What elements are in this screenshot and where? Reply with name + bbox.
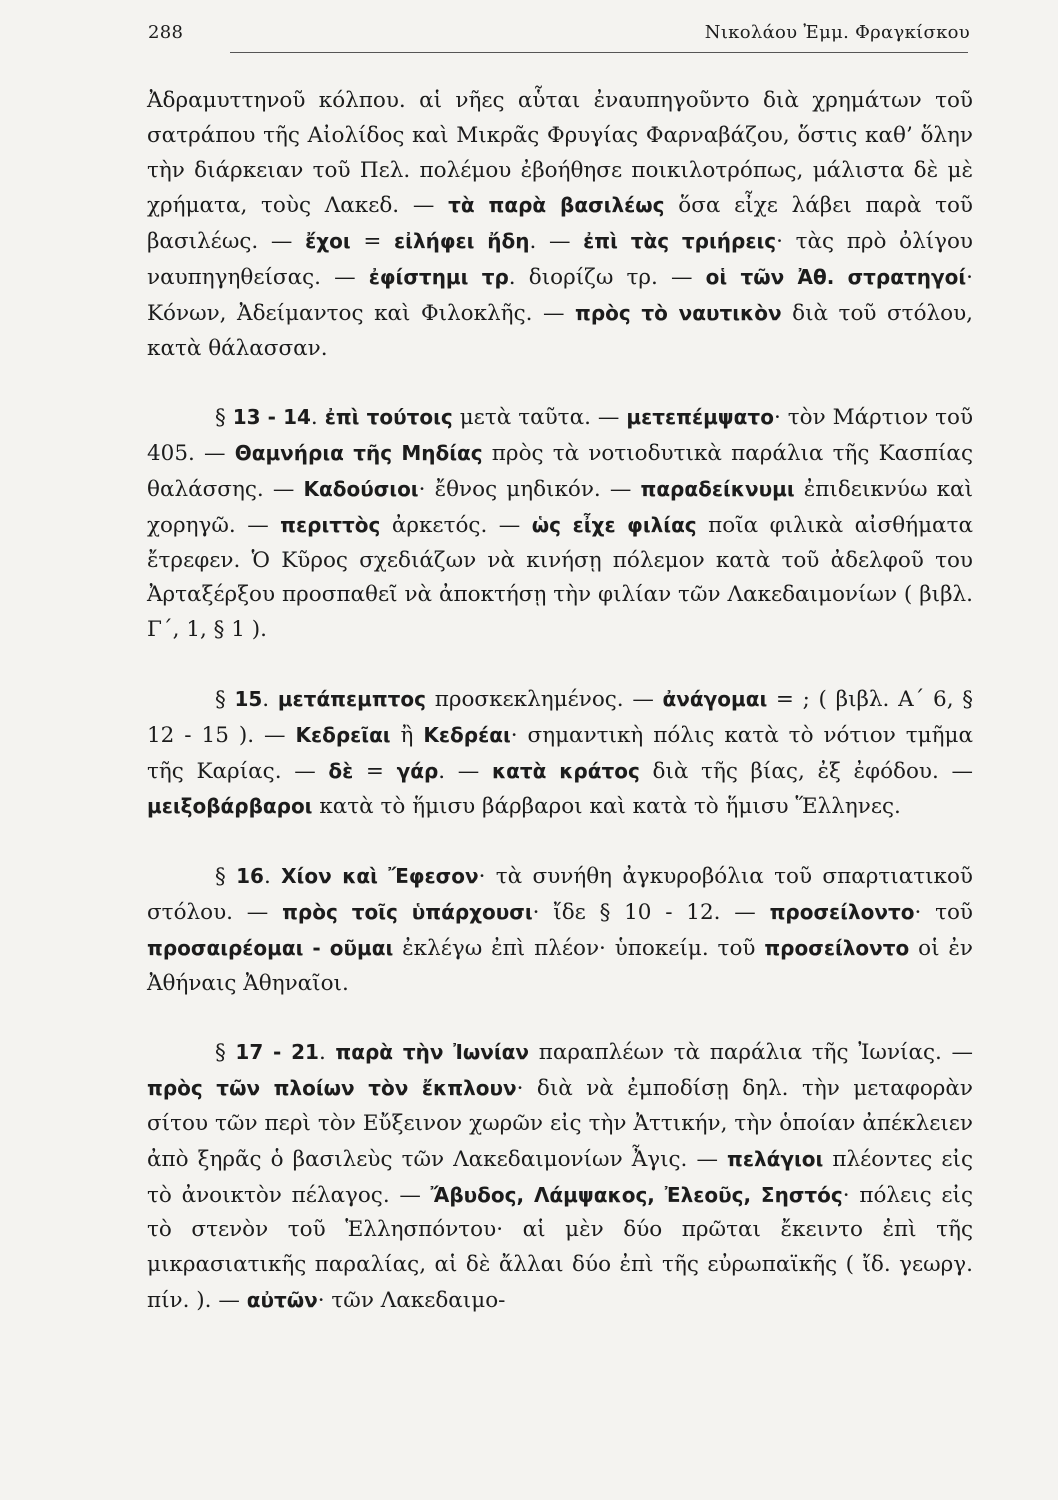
commentary-run: · σημαντικὴ πόλις κατὰ τὸ νότιον τμῆμα τῆς Καρίας. — <box>147 722 974 784</box>
commentary-run: . — <box>438 758 492 784</box>
commentary-run: · τὸν Μάρτιον τοῦ 405. — <box>147 405 974 467</box>
commentary-run: . <box>263 864 282 890</box>
lemma-term: 17 - 21 <box>235 1040 319 1065</box>
lemma-term: κατὰ κράτος <box>491 758 640 783</box>
commentary-run: ἐκλέγω ἐπὶ πλέον· ὑποκείμ. τοῦ <box>393 935 765 961</box>
commentary-run: = ; ( βιβλ. Α΄ 6, § 12 - 15 ). — <box>147 686 973 748</box>
lemma-term: πρὸς τοῖς ὑπάρχουσι <box>282 899 533 924</box>
lemma-term: πρὸς τὸ ναυτικὸν <box>575 300 782 325</box>
commentary-run: προσκεκλημένος. — <box>426 686 663 712</box>
commentary-run: · τοῦ <box>914 899 973 925</box>
lemma-term: ἀνάγομαι <box>662 686 768 711</box>
lemma-term: εἰλήφει ἤδη <box>394 229 530 254</box>
lemma-term: ἔχοι <box>305 229 351 254</box>
lemma-term: μειξοβάρβαροι <box>147 794 313 819</box>
commentary-run: μετὰ ταῦτα. — <box>452 405 627 431</box>
lemma-term: αὐτῶν <box>246 1287 318 1312</box>
commentary-run: · πόλεις εἰς τὸ στενὸν τοῦ Ἑλλησπόντου· αἱ μὲν δύο πρῶται ἔκειντο ἐπὶ τῆς μικρασιατικῆς παραλίας, αἱ δὲ ἄλλαι δύο ἐπὶ τῆς εὐρωπαϊκῆς ( ἴδ. γεωργ. πίν. ). — <box>147 1182 973 1313</box>
paragraph-3 <box>147 682 973 825</box>
commentary-run: οἱ ἐν Ἀθήναις Ἀθηναῖοι. <box>147 935 974 996</box>
commentary-run: · τῶν Λακεδαιμο- <box>317 1287 506 1313</box>
commentary-run: § <box>215 686 235 712</box>
commentary-run: διὰ τοῦ στόλου, κατὰ θάλασσαν. <box>147 300 973 361</box>
commentary-run: Ἀδραμυττηνοῦ κόλπου. αἱ νῆες αὗται ἐναυπηγοῦντο διὰ χρημάτων τοῦ σατράπου τῆς Αἰολίδος καὶ Μικρᾶς Φρυγίας Φαρναβάζου, ὅστις καθ’ ὅλην τὴν διάρκειαν τοῦ Πελ. πολέμου ἐβοήθησε ποικιλοτρόπως, μάλιστα δὲ μὲ χρήματα, τοὺς Λακεδ. — <box>147 88 973 219</box>
commentary-run: · Κόνων, Ἀδείμαντος καὶ Φιλοκλῆς. — <box>147 264 973 326</box>
commentary-run: = <box>353 758 397 784</box>
commentary-run: ὅσα εἶχε λάβει παρὰ τοῦ βασιλέως. — <box>147 193 973 255</box>
lemma-term: μετεπέμψατο <box>626 405 774 430</box>
lemma-term: Κεδρέαι <box>423 722 511 747</box>
lemma-term: προσαιρέομαι - οῦμαι <box>147 935 394 960</box>
paragraph-5 <box>147 1035 973 1318</box>
commentary-run: . — <box>529 229 584 255</box>
commentary-run: § <box>215 405 233 431</box>
commentary-run: . <box>310 405 325 431</box>
commentary-run: ἀρκετός. — <box>380 512 532 538</box>
lemma-term: ἐπὶ τὰς τριήρεις <box>583 229 777 254</box>
commentary-run: § <box>215 864 237 890</box>
lemma-term: περιττὸς <box>280 512 381 537</box>
lemma-term: Καδούσιοι <box>303 476 419 501</box>
lemma-term: προσείλοντο <box>769 899 915 924</box>
lemma-term: Ἄβυδος, Λάμψακος, Ἐλεοῦς, Σηστός <box>430 1182 843 1207</box>
lemma-term: γάρ <box>396 758 439 783</box>
commentary-run: πρὸς τὰ νοτιοδυτικὰ παράλια τῆς Κασπίας θαλάσσης. — <box>147 441 973 502</box>
lemma-term: ἐπὶ τούτοις <box>324 405 453 430</box>
lemma-term: τὰ παρὰ βασιλέως <box>448 193 665 218</box>
commentary-run: . διορίζω τρ. — <box>508 264 706 290</box>
lemma-term: Θαμνήρια τῆς Μηδίας <box>234 441 483 466</box>
commentary-run: · διὰ νὰ ἐμποδίσῃ δηλ. τὴν μεταφορὰν σίτου τῶν περὶ τὸν Εὔξεινον χωρῶν εἰς τὴν Ἀττικήν, τὴν ὁποίαν ἀπέκλειεν ἀπὸ ξηρᾶς ὁ βασιλεὺς τῶν Λακεδαιμονίων Ἆγις. — <box>147 1076 973 1172</box>
commentary-run: διὰ τῆς βίας, ἐξ ἐφόδου. — <box>639 758 973 784</box>
commentary-run: ἐπιδεικνύω καὶ χορηγῶ. — <box>147 476 973 538</box>
lemma-term: 13 - 14 <box>232 405 311 430</box>
commentary-run: § <box>215 1040 236 1066</box>
commentary-run: · ἔθνος μηδικόν. — <box>418 476 641 502</box>
commentary-text <box>147 84 973 1319</box>
lemma-term: Κεδρεῖαι <box>295 722 391 747</box>
lemma-term: πελάγιοι <box>727 1146 824 1171</box>
lemma-term: 15 <box>234 686 263 711</box>
lemma-term: ὡς εἶχε φιλίας <box>531 512 697 537</box>
lemma-term: δὲ <box>328 758 354 783</box>
commentary-run: παραπλέων τὰ παράλια τῆς Ἰωνίας. — <box>529 1040 974 1066</box>
commentary-run: . <box>262 686 278 712</box>
lemma-term: ἐφίστημι τρ <box>368 264 509 289</box>
commentary-run: ἢ <box>390 722 424 748</box>
lemma-term: Χίον καὶ Ἔφεσον <box>281 864 479 889</box>
commentary-run: πλέοντες εἰς τὸ ἀνοικτὸν πέλαγος. — <box>147 1146 974 1208</box>
page-header <box>148 18 970 50</box>
header-rule <box>230 52 968 53</box>
lemma-term: προσείλοντο <box>764 935 910 960</box>
commentary-run: . <box>318 1040 336 1066</box>
lemma-term: πρὸς τῶν πλοίων τὸν ἔκπλουν <box>147 1076 517 1101</box>
commentary-run: κατὰ τὸ ἥμισυ βάρβαροι καὶ κατὰ τὸ ἥμισυ Ἕλληνες. <box>312 794 901 820</box>
commentary-run: · ἴδε § 10 - 12. — <box>532 899 770 925</box>
lemma-term: μετάπεμπτος <box>277 686 427 711</box>
running-title: Νικολάου Ἐμμ. Φραγκίσκου <box>704 22 970 43</box>
lemma-term: οἱ τῶν Ἀθ. στρατηγοί <box>705 264 967 289</box>
page-number: 288 <box>148 22 184 43</box>
lemma-term: παραδείκνυμι <box>640 476 795 501</box>
lemma-term: 16 <box>236 864 264 889</box>
paragraph-4 <box>147 859 973 1001</box>
commentary-run: · τὰ συνήθη ἀγκυροβόλια τοῦ σπαρτιατικοῦ στόλου. — <box>147 864 974 925</box>
paragraph-2 <box>147 400 973 648</box>
lemma-term: παρὰ τὴν Ἰωνίαν <box>335 1040 530 1065</box>
commentary-run: ποῖα φιλικὰ αἰσθήματα ἔτρεφεν. Ὁ Κῦρος σχεδιάζων νὰ κινήσῃ πόλεμον κατὰ τοῦ ἀδελφοῦ του Ἀρταξέρξου προσπαθεῖ νὰ ἀποκτήσῃ τὴν φιλίαν τῶν Λακεδαιμονίων ( βιβλ. Γ΄, 1, § 1 ). <box>147 512 973 643</box>
commentary-run: · τὰς πρὸ ὀλίγου ναυπηγηθείσας. — <box>147 229 974 290</box>
commentary-run: = <box>350 229 395 255</box>
paragraph-1 <box>147 84 973 366</box>
